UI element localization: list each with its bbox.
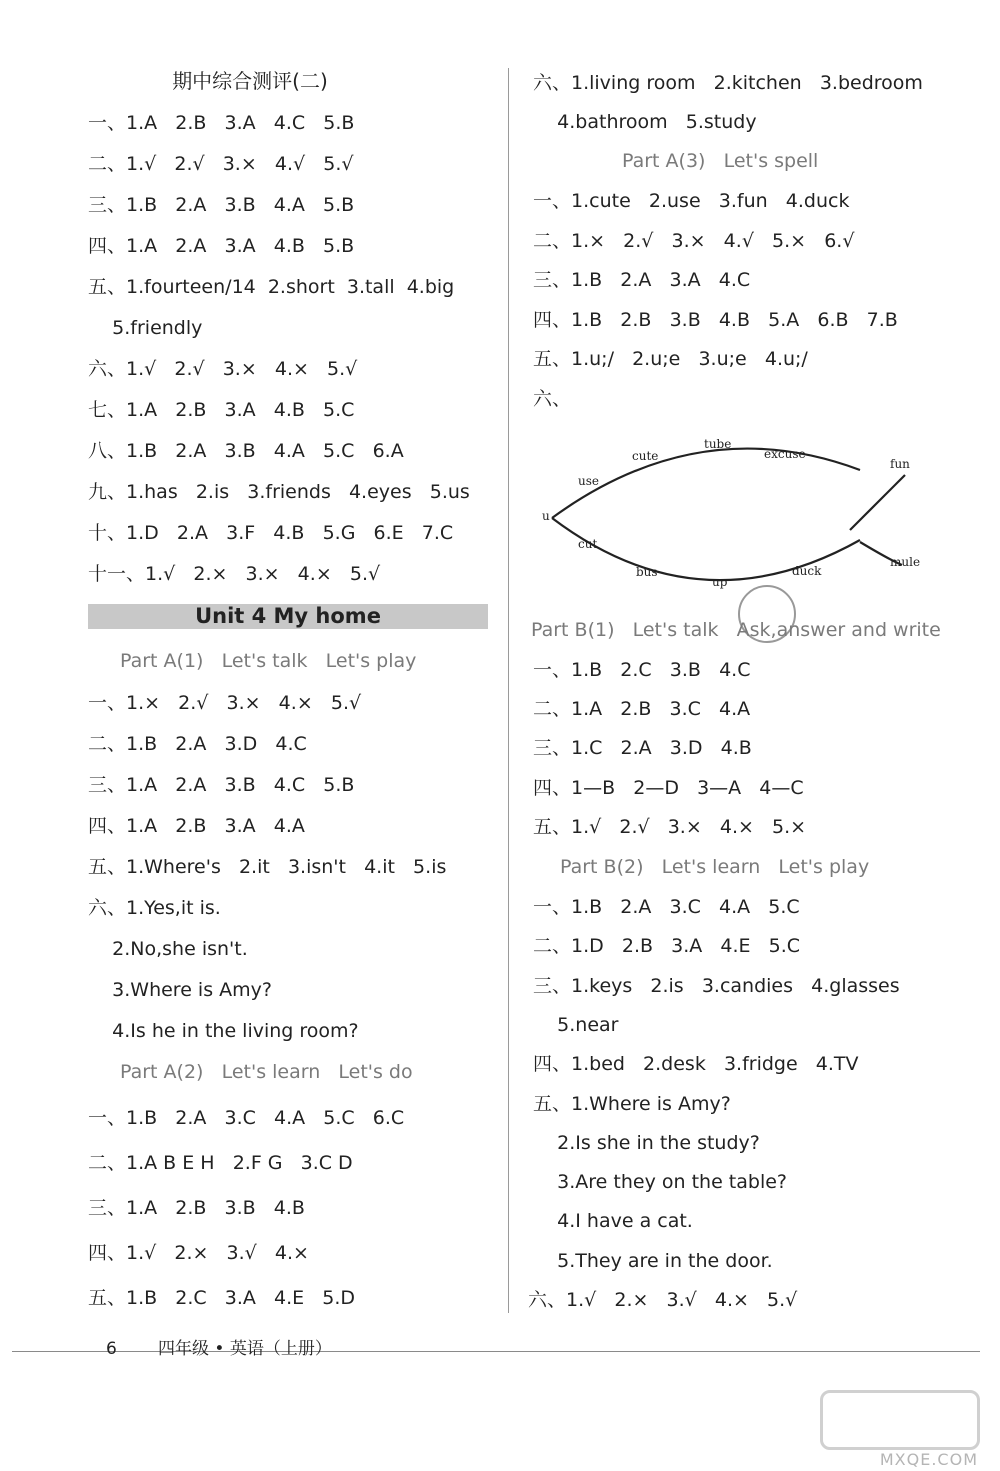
part-heading-a3: Part A(3) Let's spell [622,150,819,172]
answer-line: 3.Are they on the table? [533,1171,788,1193]
answer-line: 五、1.fourteen/14 2.short 3.tall 4.big [88,276,455,298]
answer-line: 九、1.has 2.is 3.friends 4.eyes 5.us [88,481,470,503]
answer-line: 三、1.A 2.B 3.B 4.B [88,1197,305,1219]
fun-branch [850,475,905,530]
word-bus: bus [636,565,658,579]
word-cute: cute [632,449,659,463]
answer-line: 五、1.u;/ 2.u;e 3.u;e 4.u;/ [533,348,808,370]
answer-line: 一、1.B 2.A 3.C 4.A 5.C [533,896,800,918]
column-divider [508,68,509,1313]
answer-line: 六、1.Yes,it is. [88,897,221,919]
answer-line: 2.Is she in the study? [533,1132,760,1154]
answer-line: 四、1.bed 2.desk 3.fridge 4.TV [533,1053,859,1075]
book-title: 四年级 • 英语（上册） [158,1339,332,1359]
answer-line: 四、1.B 2.B 3.B 4.B 5.A 6.B 7.B [533,309,898,331]
answer-line: 六、1.√ 2.√ 3.× 4.× 5.√ [88,358,358,380]
page-number: 6 [106,1339,117,1359]
word-fun: fun [890,457,910,471]
answer-line: 一、1.cute 2.use 3.fun 4.duck [533,190,850,212]
word-use: use [578,474,599,488]
answer-line: 4.I have a cat. [533,1210,693,1232]
answer-line: 四、1.A 2.B 3.A 4.A [88,815,305,837]
answer-line: 4.bathroom 5.study [533,111,757,133]
word-u: u [542,509,550,523]
word-cut: cut [578,537,598,551]
answer-line: 一、1.A 2.B 3.A 4.C 5.B [88,112,355,134]
answer-line: 五、1.Where is Amy? [533,1093,731,1115]
answer-line: 一、1.B 2.A 3.C 4.A 5.C 6.C [88,1107,405,1129]
part-heading-b2: Part B(2) Let's learn Let's play [560,856,870,878]
answer-line: 八、1.B 2.A 3.B 4.A 5.C 6.A [88,440,404,462]
part-heading-a2: Part A(2) Let's learn Let's do [120,1061,413,1083]
word-arc-diagram [530,430,930,600]
word-tube: tube [704,437,732,451]
answer-line: 三、1.keys 2.is 3.candies 4.glasses [533,975,900,997]
answer-line: 五、1.B 2.C 3.A 4.E 5.D [88,1287,356,1309]
answer-line: 四、1.A 2.A 3.A 4.B 5.B [88,235,355,257]
word-duck: duck [792,564,822,578]
answer-line: 六、 [533,388,572,410]
answer-line: 六、1.√ 2.× 3.√ 4.× 5.√ [528,1289,798,1311]
unit-title: Unit 4 My home [195,604,381,628]
answer-line: 5.They are in the door. [533,1250,773,1272]
answer-line: 二、1.√ 2.√ 3.× 4.√ 5.√ [88,153,354,175]
answer-line: 三、1.A 2.A 3.B 4.C 5.B [88,774,355,796]
answer-line: 5.friendly [88,317,203,339]
answer-line: 十、1.D 2.A 3.F 4.B 5.G 6.E 7.C [88,522,454,544]
watermark-logo-icon [820,1390,980,1450]
answer-line: 5.near [533,1014,619,1036]
answer-line: 四、1—B 2—D 3—A 4—C [533,777,804,799]
answer-line: 4.Is he in the living room? [88,1020,359,1042]
answer-line: 2.No,she isn't. [88,938,248,960]
word-mule: mule [890,555,921,569]
answer-line: 四、1.√ 2.× 3.√ 4.× [88,1242,309,1264]
answer-line: 二、1.A 2.B 3.C 4.A [533,698,751,720]
answer-line: 七、1.A 2.B 3.A 4.B 5.C [88,399,355,421]
section-title: 期中综合测评(二) [172,69,328,93]
part-heading-b1: Part B(1) Let's talk Ask,answer and write [531,619,941,641]
answer-line: 二、1.A B E H 2.F G 3.C D [88,1152,353,1174]
answer-line: 二、1.D 2.B 3.A 4.E 5.C [533,935,801,957]
answer-line: 二、1.B 2.A 3.D 4.C [88,733,307,755]
answer-line: 十一、1.√ 2.× 3.× 4.× 5.√ [88,563,381,585]
word-up: up [712,575,728,589]
answer-line: 三、1.C 2.A 3.D 4.B [533,737,752,759]
answer-line: 3.Where is Amy? [88,979,272,1001]
answer-line: 三、1.B 2.A 3.A 4.C [533,269,751,291]
word-excuse: excuse [764,447,806,461]
watermark-site: MXQE.COM [879,1450,978,1469]
part-heading-a1: Part A(1) Let's talk Let's play [120,650,417,672]
answer-line: 二、1.× 2.√ 3.× 4.√ 5.× 6.√ [533,230,855,252]
answer-line: 五、1.Where's 2.it 3.isn't 4.it 5.is [88,856,447,878]
answer-line: 一、1.× 2.√ 3.× 4.× 5.√ [88,692,362,714]
answer-line: 三、1.B 2.A 3.B 4.A 5.B [88,194,355,216]
answer-line: 一、1.B 2.C 3.B 4.C [533,659,751,681]
answer-line: 五、1.√ 2.√ 3.× 4.× 5.× [533,816,807,838]
answer-line: 六、1.living room 2.kitchen 3.bedroom [533,72,923,94]
